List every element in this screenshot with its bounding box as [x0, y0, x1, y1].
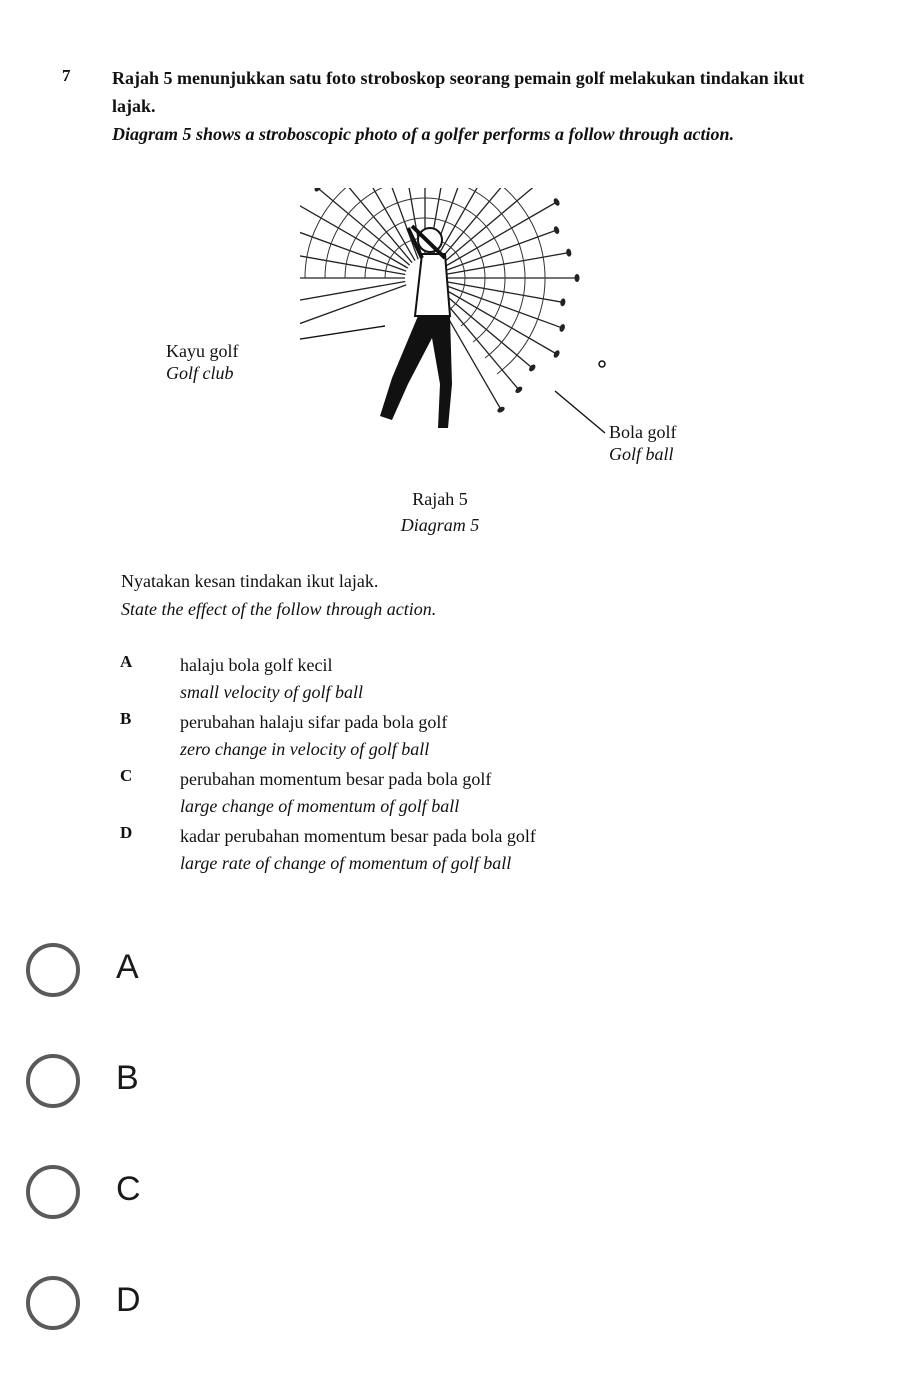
- question-prompt-en: State the effect of the follow through action.: [121, 599, 437, 619]
- diagram-caption-ms: Rajah 5: [412, 489, 468, 509]
- golfer-head: [418, 228, 442, 252]
- radio-button-c[interactable]: [26, 1165, 80, 1219]
- option-letter: A: [120, 652, 133, 671]
- option-text-en: zero change in velocity of golf ball: [180, 739, 430, 759]
- option-letter: D: [120, 823, 133, 842]
- option-letter: B: [120, 709, 132, 728]
- club-head: [553, 226, 560, 235]
- question-number: 7: [62, 66, 71, 85]
- question-text: [112, 64, 872, 148]
- club-head: [575, 274, 580, 282]
- golfer-torso: [415, 254, 450, 316]
- answer-choice-d[interactable]: [0, 1247, 897, 1358]
- club-head: [566, 248, 572, 257]
- answer-choice-a[interactable]: [0, 914, 897, 1025]
- option-text-ms: halaju bola golf kecil: [180, 655, 333, 675]
- question-prompt: [121, 567, 436, 623]
- answer-choice-label: B: [116, 1059, 139, 1097]
- answer-choice-label: D: [116, 1281, 141, 1319]
- club-head: [496, 405, 505, 413]
- ball-pointer-line: [555, 391, 605, 433]
- option-text-en: small velocity of golf ball: [180, 682, 363, 702]
- golf-ball-label-en: Golf ball: [609, 444, 674, 464]
- option-c: [120, 766, 820, 823]
- club-head: [560, 298, 566, 307]
- option-a: [120, 652, 820, 709]
- golfer-legs: [380, 316, 452, 428]
- club-head: [532, 188, 541, 189]
- golf-ball-label-ms: Bola golf: [609, 422, 677, 442]
- answer-choice-c[interactable]: [0, 1136, 897, 1247]
- golf-club-label: [166, 340, 238, 384]
- club-head: [558, 323, 565, 332]
- option-text-ms: perubahan momentum besar pada bola golf: [180, 769, 492, 789]
- answer-choice-b[interactable]: [0, 1025, 897, 1136]
- radio-button-b[interactable]: [26, 1054, 80, 1108]
- option-text-ms: kadar perubahan momentum besar pada bola golf: [180, 826, 536, 846]
- question-prompt-ms: Nyatakan kesan tindakan ikut lajak.: [121, 571, 379, 591]
- club-head: [552, 197, 560, 206]
- option-b: [120, 709, 820, 766]
- diagram-caption: [340, 486, 540, 538]
- golfer-illustration: [300, 188, 620, 468]
- stroboscopic-golfer-diagram: [300, 188, 620, 468]
- club-head: [552, 349, 560, 358]
- club-shaft-line: [300, 202, 408, 268]
- golf-club-label-en: Golf club: [166, 363, 234, 383]
- diagram-caption-en: Diagram 5: [400, 515, 480, 535]
- question-text-en: Diagram 5 shows a stroboscopic photo of a golfer performs a follow through action.: [112, 124, 735, 144]
- option-list: [120, 652, 820, 880]
- option-text-ms: perubahan halaju sifar pada bola golf: [180, 712, 448, 732]
- golf-ball: [599, 361, 605, 367]
- answer-choice-label: C: [116, 1170, 141, 1208]
- radio-button-d[interactable]: [26, 1276, 80, 1330]
- answer-choices: [0, 914, 897, 1358]
- option-text-en: large change of momentum of golf ball: [180, 796, 460, 816]
- club-shaft-line: [300, 281, 405, 303]
- golf-ball-label: [609, 421, 677, 465]
- club-shaft-line: [438, 188, 515, 263]
- option-letter: C: [120, 766, 133, 785]
- option-d: [120, 823, 820, 880]
- option-text-en: large rate of change of momentum of golf ball: [180, 853, 512, 873]
- question-text-ms-2: lajak.: [112, 96, 156, 116]
- question-text-ms-1: Rajah 5 menunjukkan satu foto stroboskop seorang pemain golf melakukan tindakan ikut: [112, 68, 805, 88]
- club-pointer-line: [300, 326, 385, 346]
- golf-club-label-ms: Kayu golf: [166, 341, 239, 361]
- answer-choice-label: A: [116, 948, 139, 986]
- radio-button-a[interactable]: [26, 943, 80, 997]
